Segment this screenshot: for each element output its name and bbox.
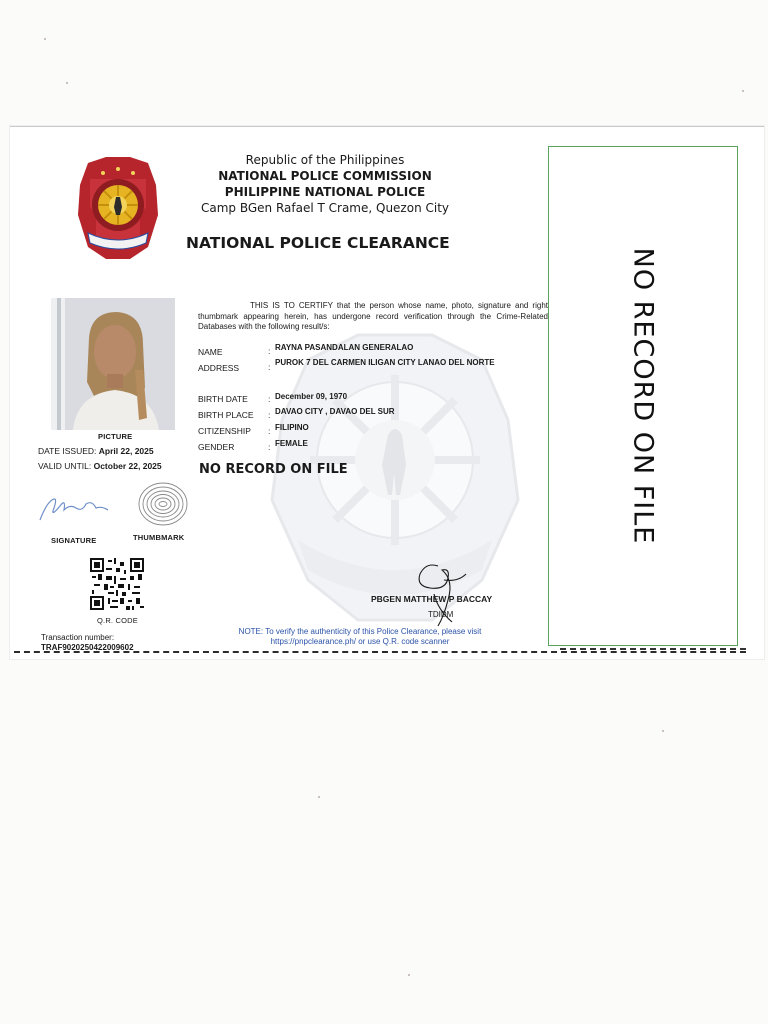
transaction-label: Transaction number: <box>41 633 115 642</box>
field-colon: : <box>268 442 271 452</box>
stamp-cut-line <box>560 648 746 650</box>
applicant-photo <box>51 298 175 430</box>
commission-line: NATIONAL POLICE COMMISSION <box>218 169 432 183</box>
header-block <box>190 152 460 216</box>
address-line: Camp BGen Rafael T Crame, Quezon City <box>200 201 450 215</box>
valid-until-value: October 22, 2025 <box>93 461 162 471</box>
signature-caption: SIGNATURE <box>51 536 97 545</box>
name-label: NAME <box>198 347 223 357</box>
qr-code <box>90 558 144 610</box>
thumbmark-image <box>136 480 190 528</box>
transaction-number: TRAF9020250422009602 <box>41 643 134 652</box>
scan-speck <box>44 38 46 40</box>
republic-line: Republic of the Philippines <box>245 153 405 167</box>
no-record-side-stamp <box>548 146 738 646</box>
scan-speck <box>742 90 744 92</box>
field-colon: : <box>268 426 271 436</box>
document-title: NATIONAL POLICE CLEARANCE <box>186 234 450 252</box>
field-colon: : <box>268 394 271 404</box>
thumbmark-caption: THUMBMARK <box>133 533 185 542</box>
scan-speck <box>318 796 320 798</box>
birth-date-value: December 09, 1970 <box>275 392 348 401</box>
certification-text: THIS IS TO CERTIFY that the person whose name, photo, signature and right thumbmark appearing herein, has undergone record verification through the Crime-Related Databases with the following result/s: <box>198 301 548 331</box>
pnp-logo <box>76 155 160 261</box>
gender-label: GENDER <box>198 442 235 452</box>
signatory-title: TDIDM <box>428 610 454 619</box>
birth-place-value: DAVAO CITY , DAVAO DEL SUR <box>275 407 395 416</box>
citizenship-value: FILIPINO <box>275 423 309 432</box>
citizenship-label: CITIZENSHIP <box>198 426 251 436</box>
date-issued <box>38 446 154 457</box>
card-cut-line <box>14 651 746 653</box>
date-issued-value: April 22, 2025 <box>98 446 154 456</box>
picture-caption: PICTURE <box>98 432 133 441</box>
agency-line: PHILIPPINE NATIONAL POLICE <box>224 185 426 199</box>
verification-note: NOTE: To verify the authenticity of this Police Clearance, please visit https://pnpclearance.ph/ or use Q.R. code scanner <box>238 627 482 646</box>
scan-speck <box>662 730 664 732</box>
field-colon: : <box>268 410 271 420</box>
side-stamp-text: NO RECORD ON FILE <box>627 247 659 545</box>
valid-until <box>38 461 162 472</box>
name-value: RAYNA PASANDALAN GENERALAO <box>275 343 414 352</box>
applicant-signature <box>36 486 112 526</box>
birth-date-label: BIRTH DATE <box>198 394 248 404</box>
qr-caption: Q.R. CODE <box>97 616 138 625</box>
address-label: ADDRESS <box>198 363 240 373</box>
valid-until-label: VALID UNTIL: <box>38 461 92 471</box>
field-colon: : <box>268 362 271 372</box>
scan-speck <box>66 82 68 84</box>
pnp-watermark-seal <box>268 330 522 630</box>
signatory-name: PBGEN MATTHEW P BACCAY <box>371 594 493 604</box>
result-no-record: NO RECORD ON FILE <box>199 462 348 477</box>
gender-value: FEMALE <box>275 439 308 448</box>
scan-speck <box>408 974 410 976</box>
date-issued-label: DATE ISSUED: <box>38 446 97 456</box>
birth-place-label: BIRTH PLACE <box>198 410 254 420</box>
field-colon: : <box>268 346 271 356</box>
address-value: PUROK 7 DEL CARMEN ILIGAN CITY LANAO DEL NORTE <box>275 358 495 367</box>
